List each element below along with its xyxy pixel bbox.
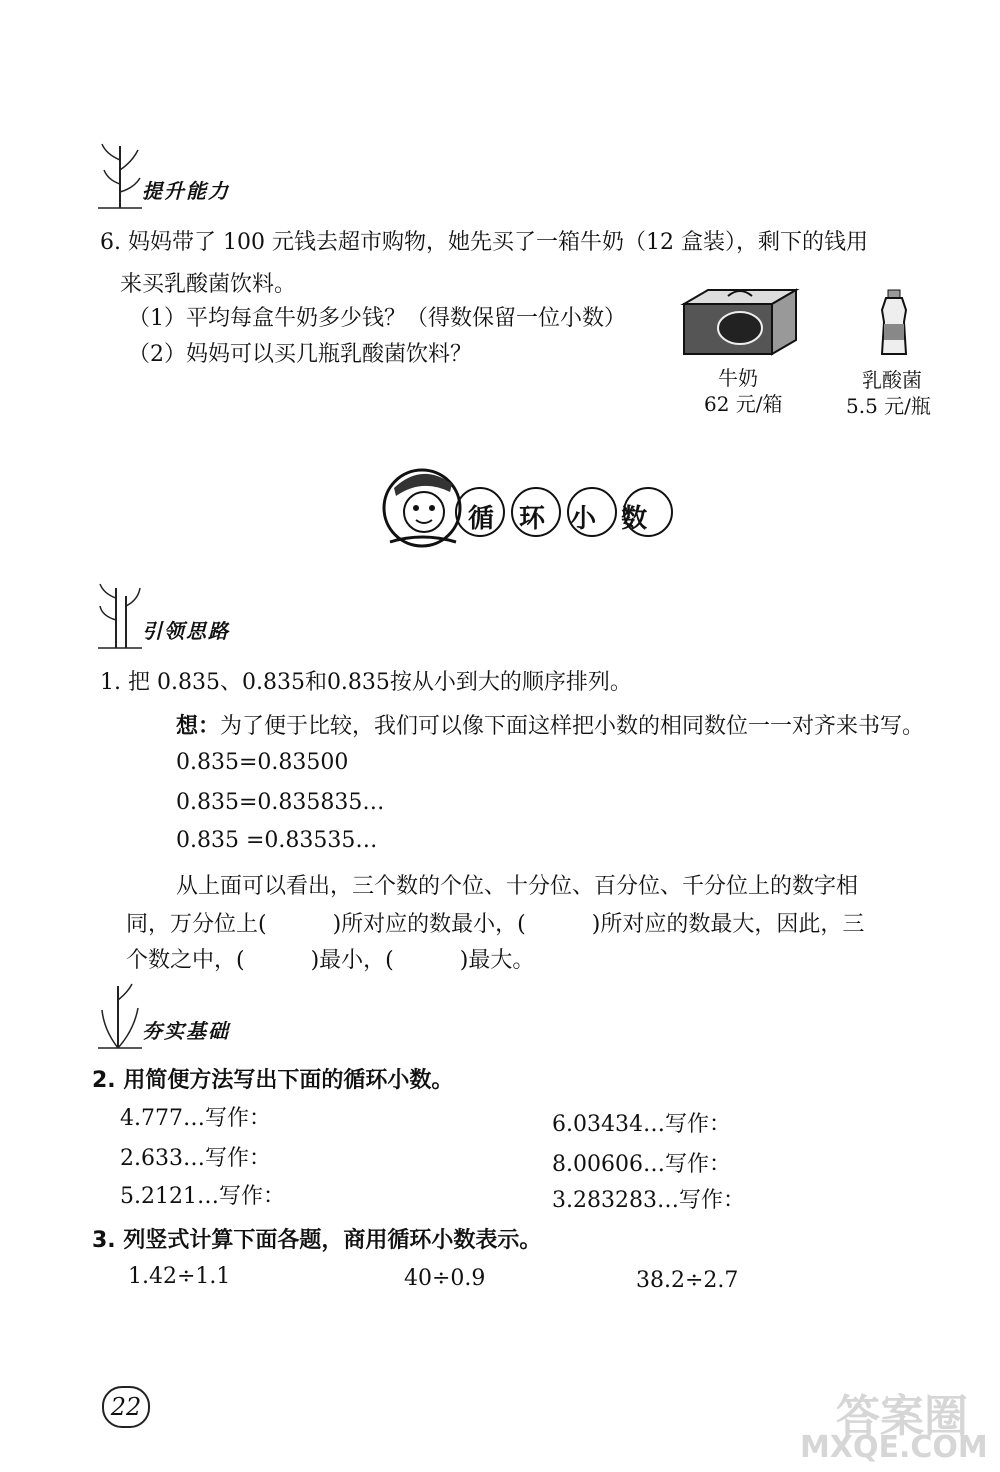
bamboo-icon	[98, 580, 142, 650]
q2-item: 6.03434…写作：	[552, 1112, 731, 1137]
q1-eq2: 0.835=0.835835…	[176, 790, 385, 815]
q3-item: 38.2÷2.7	[636, 1268, 739, 1293]
q6-sub1: （1）平均每盒牛奶多少钱？（得数保留一位小数）	[128, 306, 626, 331]
q3-item: 1.42÷1.1	[128, 1264, 231, 1289]
section-header-ability	[98, 140, 278, 210]
q1-para2: 同，万分位上( )所对应的数最小，( )所对应的数最大，因此，三	[126, 912, 865, 937]
q2-item: 5.2121…写作：	[120, 1184, 285, 1209]
watermark-logo: 答案圈	[836, 1391, 968, 1442]
q2-title: 2. 用简便方法写出下面的循环小数。	[92, 1068, 454, 1093]
grass-plant-icon	[98, 980, 142, 1050]
q1-think-label: 想：	[176, 714, 221, 739]
q1-line: 1. 把 0.835、0.835和0.835按从小到大的顺序排列。	[100, 670, 632, 695]
page-number: 22	[102, 1386, 150, 1428]
q2-item: 4.777…写作：	[120, 1106, 271, 1131]
q1-think	[176, 716, 924, 738]
q6-sub2: （2）妈妈可以买几瓶乳酸菌饮料？	[128, 342, 472, 367]
yogurt-price: 5.5 元/瓶	[846, 394, 931, 418]
q3-title: 3. 列竖式计算下面各题，商用循环小数表示。	[92, 1228, 542, 1253]
milk-box-image	[680, 286, 800, 356]
q6-line2: 来买乳酸菌饮料。	[120, 272, 297, 297]
yogurt-name: 乳酸菌	[862, 368, 922, 392]
section-header-foundation	[98, 980, 278, 1050]
bamboo-icon	[98, 140, 142, 210]
q6-line1: 6. 妈妈带了 100 元钱去超市购物，她先买了一箱牛奶（12 盒装），剩下的钱用	[100, 230, 868, 255]
q2-item: 2.633…写作：	[120, 1146, 271, 1171]
lesson-title-banner	[380, 458, 680, 554]
milk-name: 牛奶	[718, 366, 758, 390]
section-header-guide	[98, 580, 278, 650]
q2-item: 8.00606…写作：	[552, 1152, 731, 1177]
yogurt-bottle-image	[874, 288, 914, 358]
q1-para1: 从上面可以看出，三个数的个位、十分位、百分位、千分位上的数字相	[176, 874, 859, 899]
section-label-guide: 引领思路	[142, 619, 230, 643]
q3-item: 40÷0.9	[404, 1266, 486, 1291]
q1-para3: 个数之中，( )最小，( )最大。	[126, 948, 535, 973]
section-label-ability: 提升能力	[142, 179, 230, 203]
q1-eq3: 0.835 =0.83535…	[176, 828, 378, 853]
lesson-title: 循 环 小 数	[468, 504, 656, 534]
q1-think-text: 为了便于比较，我们可以像下面这样把小数的相同数位一一对齐来书写。	[220, 714, 925, 739]
section-label-foundation: 夯实基础	[142, 1019, 230, 1043]
q2-item: 3.283283…写作：	[552, 1188, 745, 1213]
q1-eq1: 0.835=0.83500	[176, 750, 349, 775]
milk-price: 62 元/箱	[704, 392, 783, 416]
watermark-url: MXQE.COM	[800, 1430, 988, 1465]
